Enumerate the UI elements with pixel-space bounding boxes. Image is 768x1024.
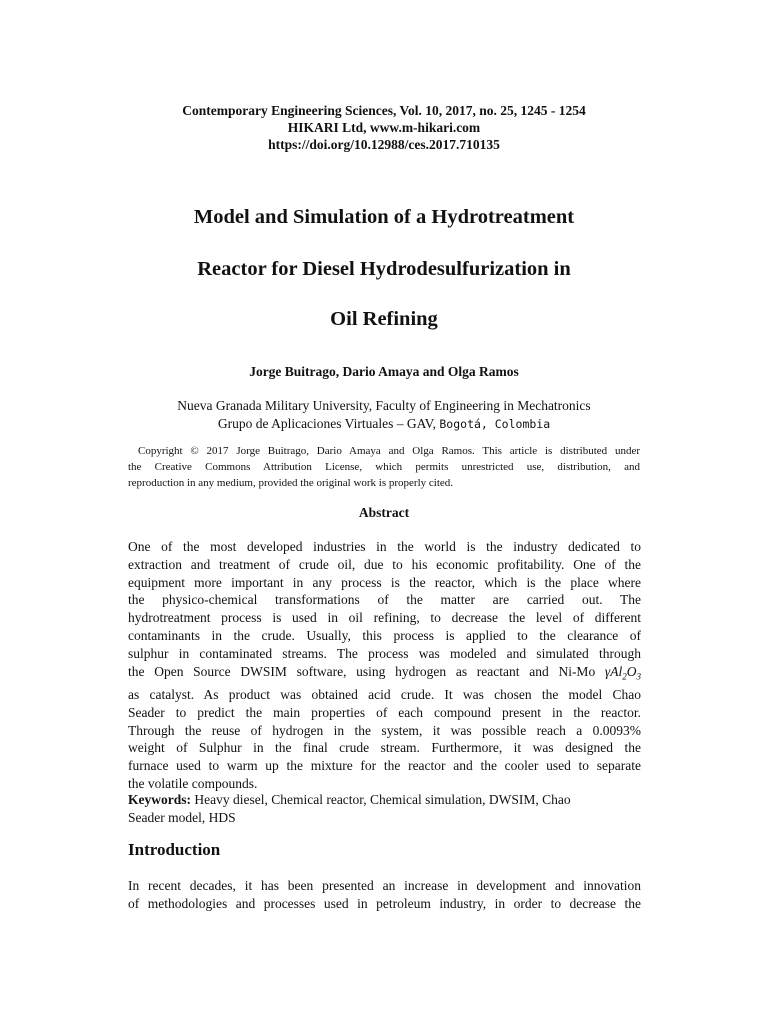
abstract-line-with-formula bbox=[128, 663, 641, 686]
doi-line: https://doi.org/10.12988/ces.2017.710135 bbox=[268, 137, 500, 152]
introduction-heading: Introduction bbox=[128, 840, 221, 859]
author-list: Jorge Buitrago, Dario Amaya and Olga Ramos bbox=[249, 364, 519, 379]
abstract-heading: Abstract bbox=[358, 505, 410, 520]
journal-citation: Contemporary Engineering Sciences, Vol. 10, 2017, no. 25, 1245 - 1254 bbox=[182, 103, 586, 118]
introduction-line: In recent decades, it has been presented an increase in development and innovation bbox=[128, 878, 641, 893]
abstract-line: Seader to predict the main properties of each compound present in the reactor. bbox=[128, 704, 641, 720]
keywords bbox=[128, 791, 641, 827]
affiliation bbox=[0, 397, 768, 433]
affiliation-group: Grupo de Aplicaciones Virtuales – GAV, bbox=[217, 416, 440, 431]
paper-title-line-3: Oil Refining bbox=[330, 308, 438, 330]
keywords-line-1 bbox=[128, 791, 641, 809]
abstract-line: hydrotreatment process is used in oil refining, to decrease the level of different bbox=[128, 610, 641, 626]
abstract-line: the volatile compounds. bbox=[128, 776, 258, 792]
introduction-text bbox=[128, 877, 641, 913]
publisher-line: HIKARI Ltd, www.m-hikari.com bbox=[287, 120, 481, 135]
journal-header bbox=[0, 102, 768, 153]
copyright-line-3: reproduction in any medium, provided the original work is properly cited. bbox=[128, 477, 454, 489]
abstract-line: furnace used to warm up the mixture for the reactor and the cooler used to separate bbox=[128, 758, 641, 774]
abstract-line-text: the Open Source DWSIM software, using hydrogen as reactant and Ni-Mo bbox=[128, 663, 605, 679]
paper-title-line-2: Reactor for Diesel Hydrodesulfurization in bbox=[197, 258, 571, 280]
introduction-line: of methodologies and processes used in petroleum industry, in order to decrease the bbox=[128, 896, 641, 911]
keywords-label: Keywords: bbox=[128, 792, 191, 807]
abstract-line: the physico-chemical transformations of the matter are carried out. The bbox=[128, 592, 641, 608]
abstract-text bbox=[128, 538, 641, 793]
abstract-line: extraction and treatment of crude oil, due to his economic profitability. One of the bbox=[128, 556, 641, 572]
affiliation-location: Bogotá, Colombia bbox=[439, 417, 551, 431]
abstract-line: One of the most developed industries in the world is the industry dedicated to bbox=[128, 539, 641, 554]
affiliation-line-2 bbox=[0, 415, 768, 433]
abstract-line: equipment more important in any process is the reactor, which is the place where bbox=[128, 574, 641, 590]
copyright-line-2: the Creative Commons Attribution License, which permits unrestricted use, distribution, and bbox=[128, 461, 640, 473]
abstract-line: contaminants in the crude. Usually, this process is applied to the clearance of bbox=[128, 627, 641, 643]
copyright-line-1: Copyright © 2017 Jorge Buitrago, Dario Amaya and Olga Ramos. This article is distributed under bbox=[138, 445, 640, 457]
catalyst-formula: $\gamma Al_2O_3$ bbox=[604, 663, 641, 682]
abstract-line: as catalyst. As product was obtained acid crude. It was chosen the model Chao bbox=[128, 687, 641, 703]
keywords-line-2: Seader model, HDS bbox=[128, 810, 236, 825]
abstract-line: Through the reuse of hydrogen in the system, it was possible reach a 0.0093% bbox=[128, 722, 641, 738]
keywords-list: Heavy diesel, Chemical reactor, Chemical simulation, DWSIM, Chao bbox=[191, 792, 571, 807]
abstract-line: sulphur in contaminated streams. The process was modeled and simulated through bbox=[128, 645, 641, 661]
affiliation-line-1: Nueva Granada Military University, Faculty of Engineering in Mechatronics bbox=[177, 398, 591, 413]
paper-title-line-1: Model and Simulation of a Hydrotreatment bbox=[193, 206, 575, 228]
abstract-line: weight of Sulphur in the final crude stream. Furthermore, it was designed the bbox=[128, 740, 641, 756]
copyright-notice bbox=[128, 443, 640, 491]
